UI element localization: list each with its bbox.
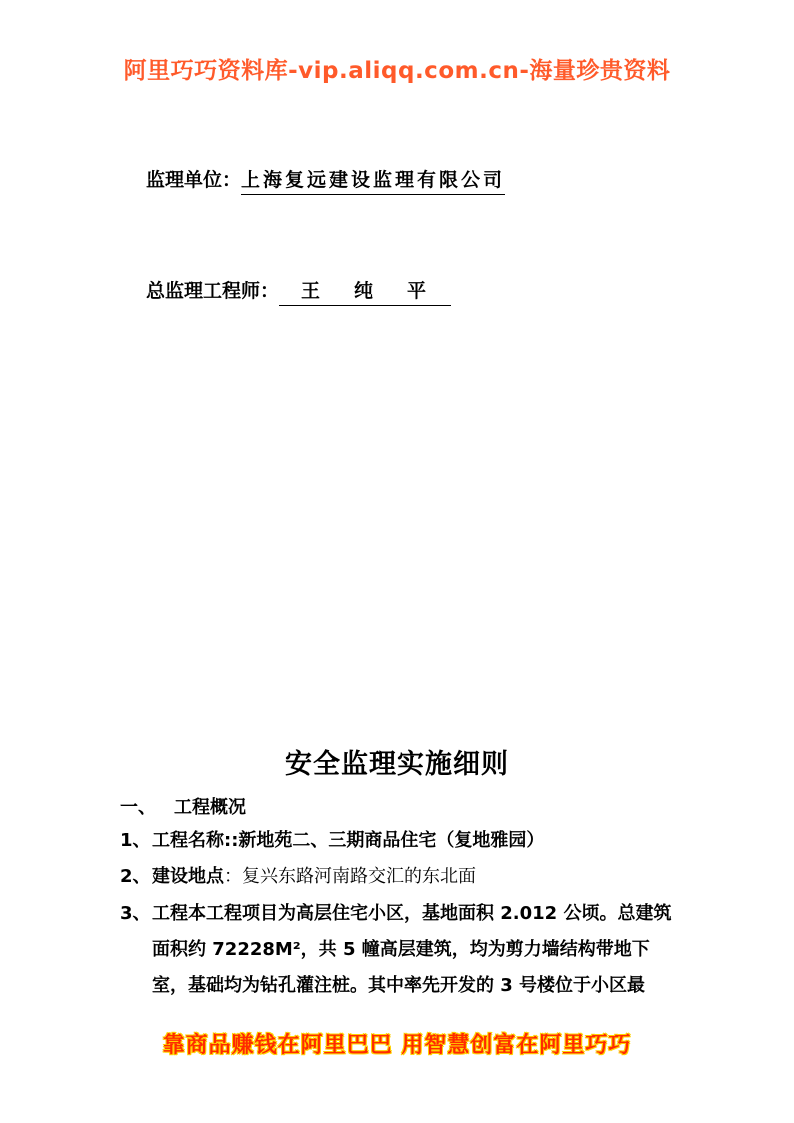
item-number: 3、 <box>120 903 151 924</box>
item-text: ：复兴东路河南路交汇的东北面 <box>224 866 476 887</box>
watermark-banner-top: 阿里巧巧资料库-vip.aliqq.com.cn-海量珍贵资料 <box>123 58 671 84</box>
supervision-unit-label: 监理单位： <box>146 169 242 191</box>
item-label: 建设地点 <box>152 866 224 887</box>
list-item-project-name <box>120 823 544 859</box>
item-number: 2、 <box>120 866 151 887</box>
list-item-overview <box>120 896 680 996</box>
chief-engineer-row <box>146 276 461 306</box>
item-paragraph: 工程本工程项目为高层住宅小区，基地面积 2.012 公顷。总建筑面积约 72228M²，共 5 幢高层建筑，均为剪力墙结构带地下室，基础均为钻孔灌注桩。其中率先开发的 3 号楼位于小区最 <box>152 903 672 996</box>
document-title: 安全监理实施细则 <box>285 749 509 780</box>
chief-engineer-value: 王纯平 <box>279 276 451 306</box>
item-label: 工程名称::新地苑二、三期商品住宅（复地雅园） <box>152 830 545 851</box>
watermark-banner-bottom: 靠商品赚钱在阿里巴巴 用智慧创富在阿里巧巧 <box>162 1033 632 1058</box>
section-title: 工程概况 <box>174 797 246 818</box>
section-heading <box>120 793 246 819</box>
chief-engineer-label: 总监理工程师： <box>146 280 280 302</box>
supervision-unit-value: 上海复远建设监理有限公司 <box>241 165 505 195</box>
section-number: 一、 <box>120 797 156 818</box>
item-number: 1、 <box>120 830 151 851</box>
list-item-location <box>120 859 476 895</box>
supervision-unit-row <box>146 165 505 195</box>
